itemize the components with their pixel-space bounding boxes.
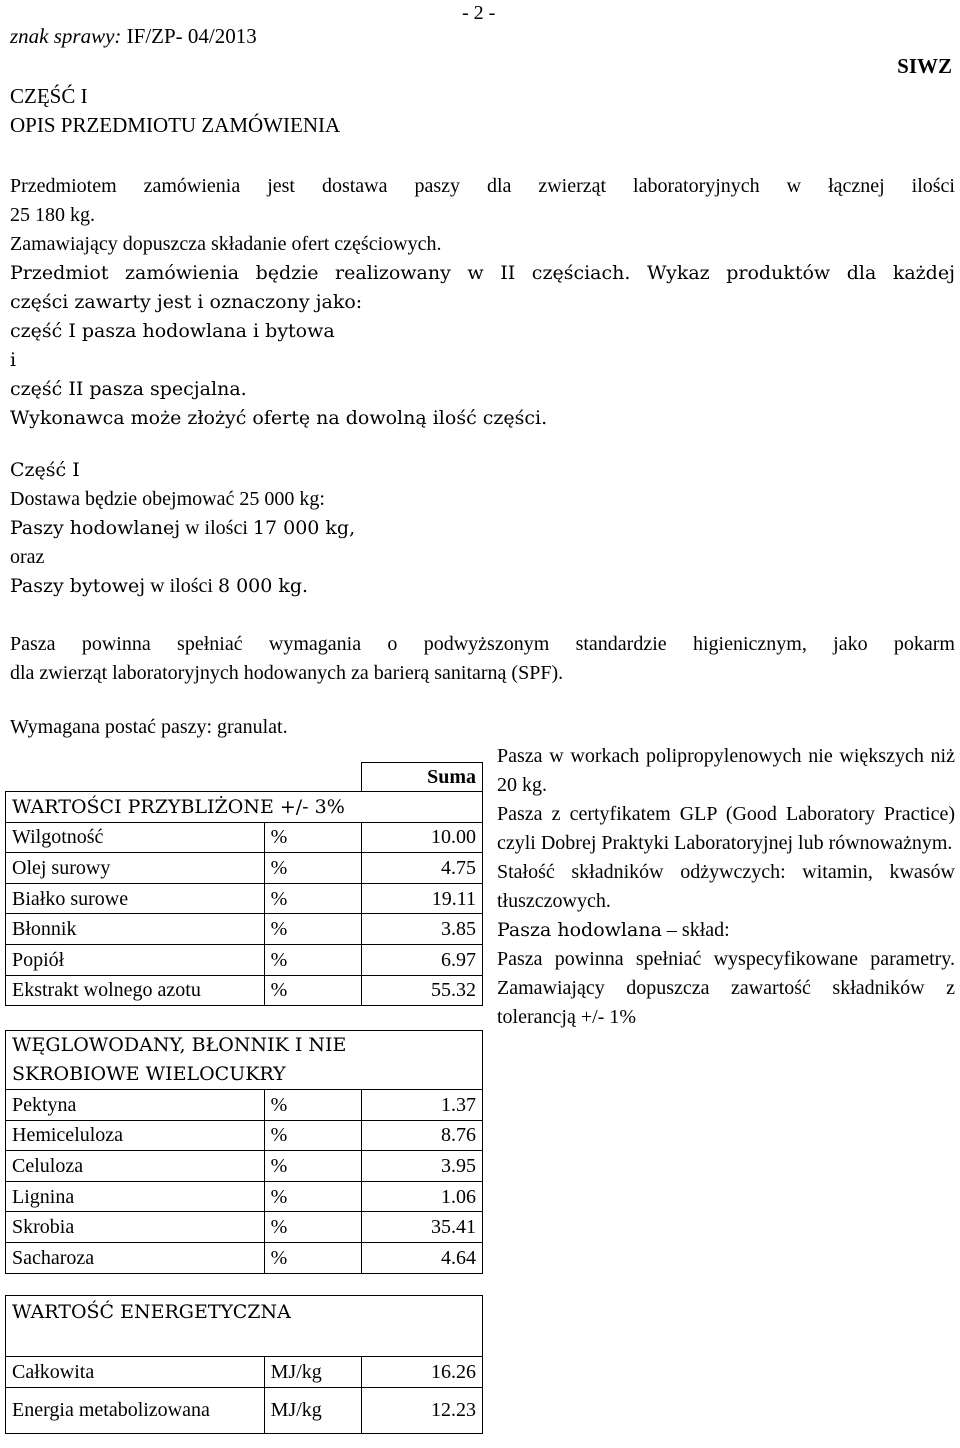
row-value: 10.00 xyxy=(362,822,483,853)
section-part-one xyxy=(10,456,355,601)
table-row xyxy=(6,1181,483,1212)
row-name: Popiół xyxy=(6,944,265,975)
row-name: Ekstrakt wolnego azotu xyxy=(6,975,265,1006)
row-value: 16.26 xyxy=(362,1357,483,1388)
row-unit: % xyxy=(264,1212,362,1243)
row-unit: % xyxy=(264,975,362,1006)
row-unit: % xyxy=(264,914,362,945)
item-name: Paszy hodowlanej xyxy=(10,517,181,539)
table-row xyxy=(6,914,483,945)
intro-line: część I pasza hodowlana i bytowa xyxy=(10,320,335,342)
delivery-line: Dostawa będzie obejmować 25 000 kg: xyxy=(10,488,325,510)
table-row xyxy=(6,1387,483,1433)
row-unit: % xyxy=(264,1120,362,1151)
table-row xyxy=(6,883,483,914)
row-name: Hemiceluloza xyxy=(6,1120,265,1151)
row-name: Pektyna xyxy=(6,1090,265,1121)
requirements-line: Pasza powinna spełniać wymagania o podwyższonym standardzie higienicznym, jako pokarm xyxy=(10,633,955,655)
case-reference xyxy=(10,24,257,49)
requirements-line: dla zwierząt laboratoryjnych hodowanych za barierą sanitarną (SPF). xyxy=(10,662,564,684)
table-row xyxy=(6,1242,483,1273)
row-unit: % xyxy=(264,1181,362,1212)
table-row xyxy=(6,822,483,853)
row-name: Błonnik xyxy=(6,914,265,945)
page-number: - 2 - xyxy=(462,2,496,24)
note-paragraph: Pasza w workach polipropylenowych nie większych niż 20 kg. xyxy=(497,745,955,796)
row-name: Wilgotność xyxy=(6,822,265,853)
row-name: Energia metabolizowana xyxy=(6,1387,265,1433)
table-row xyxy=(6,1357,483,1388)
row-value: 3.95 xyxy=(362,1151,483,1182)
notes-column xyxy=(497,742,955,1032)
case-number: IF/ZP- 04/2013 xyxy=(126,24,257,48)
table-heading xyxy=(6,1031,483,1090)
row-name: Celuloza xyxy=(6,1151,265,1182)
intro-line: Przedmiot zamówienia będzie realizowany w II częściach. Wykaz produktów dla każdej xyxy=(10,262,955,284)
case-label: znak sprawy: xyxy=(10,24,122,48)
intro-text xyxy=(10,172,955,433)
item-name: Paszy bytowej xyxy=(10,575,146,597)
row-value: 4.64 xyxy=(362,1242,483,1273)
row-unit: % xyxy=(264,853,362,884)
row-value: 6.97 xyxy=(362,944,483,975)
intro-line: Przedmiotem zamówienia jest dostawa paszy dla zwierząt laboratoryjnych w łącznej ilości xyxy=(10,175,955,197)
part-subtitle: OPIS PRZEDMIOTU ZAMÓWIENIA xyxy=(10,113,341,137)
item-line xyxy=(10,572,355,601)
item-qty: 8 000 kg. xyxy=(217,575,309,597)
table-row xyxy=(6,853,483,884)
intro-line: Zamawiający dopuszcza składanie ofert częściowych. xyxy=(10,233,442,255)
item-mid: w ilości xyxy=(150,575,213,597)
heading-line: WĘGLOWODANY, BŁONNIK I NIE xyxy=(12,1034,347,1056)
row-name: Olej surowy xyxy=(6,853,265,884)
note-paragraph: Stałość składników odżywczych: witamin, kwasów tłuszczowych. xyxy=(497,861,955,912)
row-unit: % xyxy=(264,944,362,975)
intro-line: i xyxy=(10,349,17,371)
table-row xyxy=(6,1151,483,1182)
approx-values-table xyxy=(5,762,483,1006)
row-unit: % xyxy=(264,1090,362,1121)
item-mid: w ilości xyxy=(185,517,248,539)
suma-header: Suma xyxy=(362,763,483,792)
row-name: Skrobia xyxy=(6,1212,265,1243)
row-value: 55.32 xyxy=(362,975,483,1006)
document-code: SIWZ xyxy=(897,54,952,78)
section-title: Część I xyxy=(10,459,80,481)
row-value: 3.85 xyxy=(362,914,483,945)
row-unit: % xyxy=(264,1151,362,1182)
row-unit: % xyxy=(264,1242,362,1273)
intro-line: Wykonawca może złożyć ofertę na dowolną ilość części. xyxy=(10,407,548,429)
conjunction: oraz xyxy=(10,546,45,568)
row-value: 1.06 xyxy=(362,1181,483,1212)
row-unit: MJ/kg xyxy=(264,1357,362,1388)
table-row xyxy=(6,944,483,975)
item-line xyxy=(10,514,355,543)
note-rest: – skład: xyxy=(661,919,730,941)
row-name: Lignina xyxy=(6,1181,265,1212)
intro-line: części zawarty jest i oznaczony jako: xyxy=(10,291,363,313)
row-unit: MJ/kg xyxy=(264,1387,362,1433)
table-row xyxy=(6,1212,483,1243)
item-qty: 17 000 kg, xyxy=(252,517,356,539)
row-name: Białko surowe xyxy=(6,883,265,914)
intro-line: 25 180 kg. xyxy=(10,204,95,226)
table-heading: WARTOŚĆ ENERGETYCZNA xyxy=(6,1296,483,1357)
row-name: Sacharoza xyxy=(6,1242,265,1273)
row-value: 8.76 xyxy=(362,1120,483,1151)
note-paragraph: Pasza z certyfikatem GLP (Good Laboratory Practice) czyli Dobrej Praktyki Laboratoryjnej lub równoważnym. xyxy=(497,803,955,854)
note-paragraph: Pasza powinna spełniać wyspecyfikowane parametry. Zamawiający dopuszcza zawartość składników z tolerancją +/- 1% xyxy=(497,948,955,1028)
heading-line: SKROBIOWE WIELOCUKRY xyxy=(12,1063,286,1085)
table-row xyxy=(6,975,483,1006)
part-heading xyxy=(10,82,340,140)
note-paragraph xyxy=(497,916,955,945)
row-unit: % xyxy=(264,822,362,853)
requirements-text xyxy=(10,630,955,688)
row-value: 4.75 xyxy=(362,853,483,884)
carbohydrates-table xyxy=(5,1030,483,1274)
table-heading: WARTOŚCI PRZYBLIŻONE +/- 3% xyxy=(6,792,483,823)
row-value: 19.11 xyxy=(362,883,483,914)
row-value: 12.23 xyxy=(362,1387,483,1433)
part-title: CZĘŚĆ I xyxy=(10,84,88,108)
row-value: 35.41 xyxy=(362,1212,483,1243)
intro-line: część II pasza specjalna. xyxy=(10,378,247,400)
table-row xyxy=(6,1120,483,1151)
row-unit: % xyxy=(264,883,362,914)
row-name: Całkowita xyxy=(6,1357,265,1388)
note-bold: Pasza hodowlana xyxy=(497,919,662,941)
table-row xyxy=(6,1090,483,1121)
row-value: 1.37 xyxy=(362,1090,483,1121)
energy-table xyxy=(5,1295,483,1434)
required-form: Wymagana postać paszy: granulat. xyxy=(10,716,288,738)
